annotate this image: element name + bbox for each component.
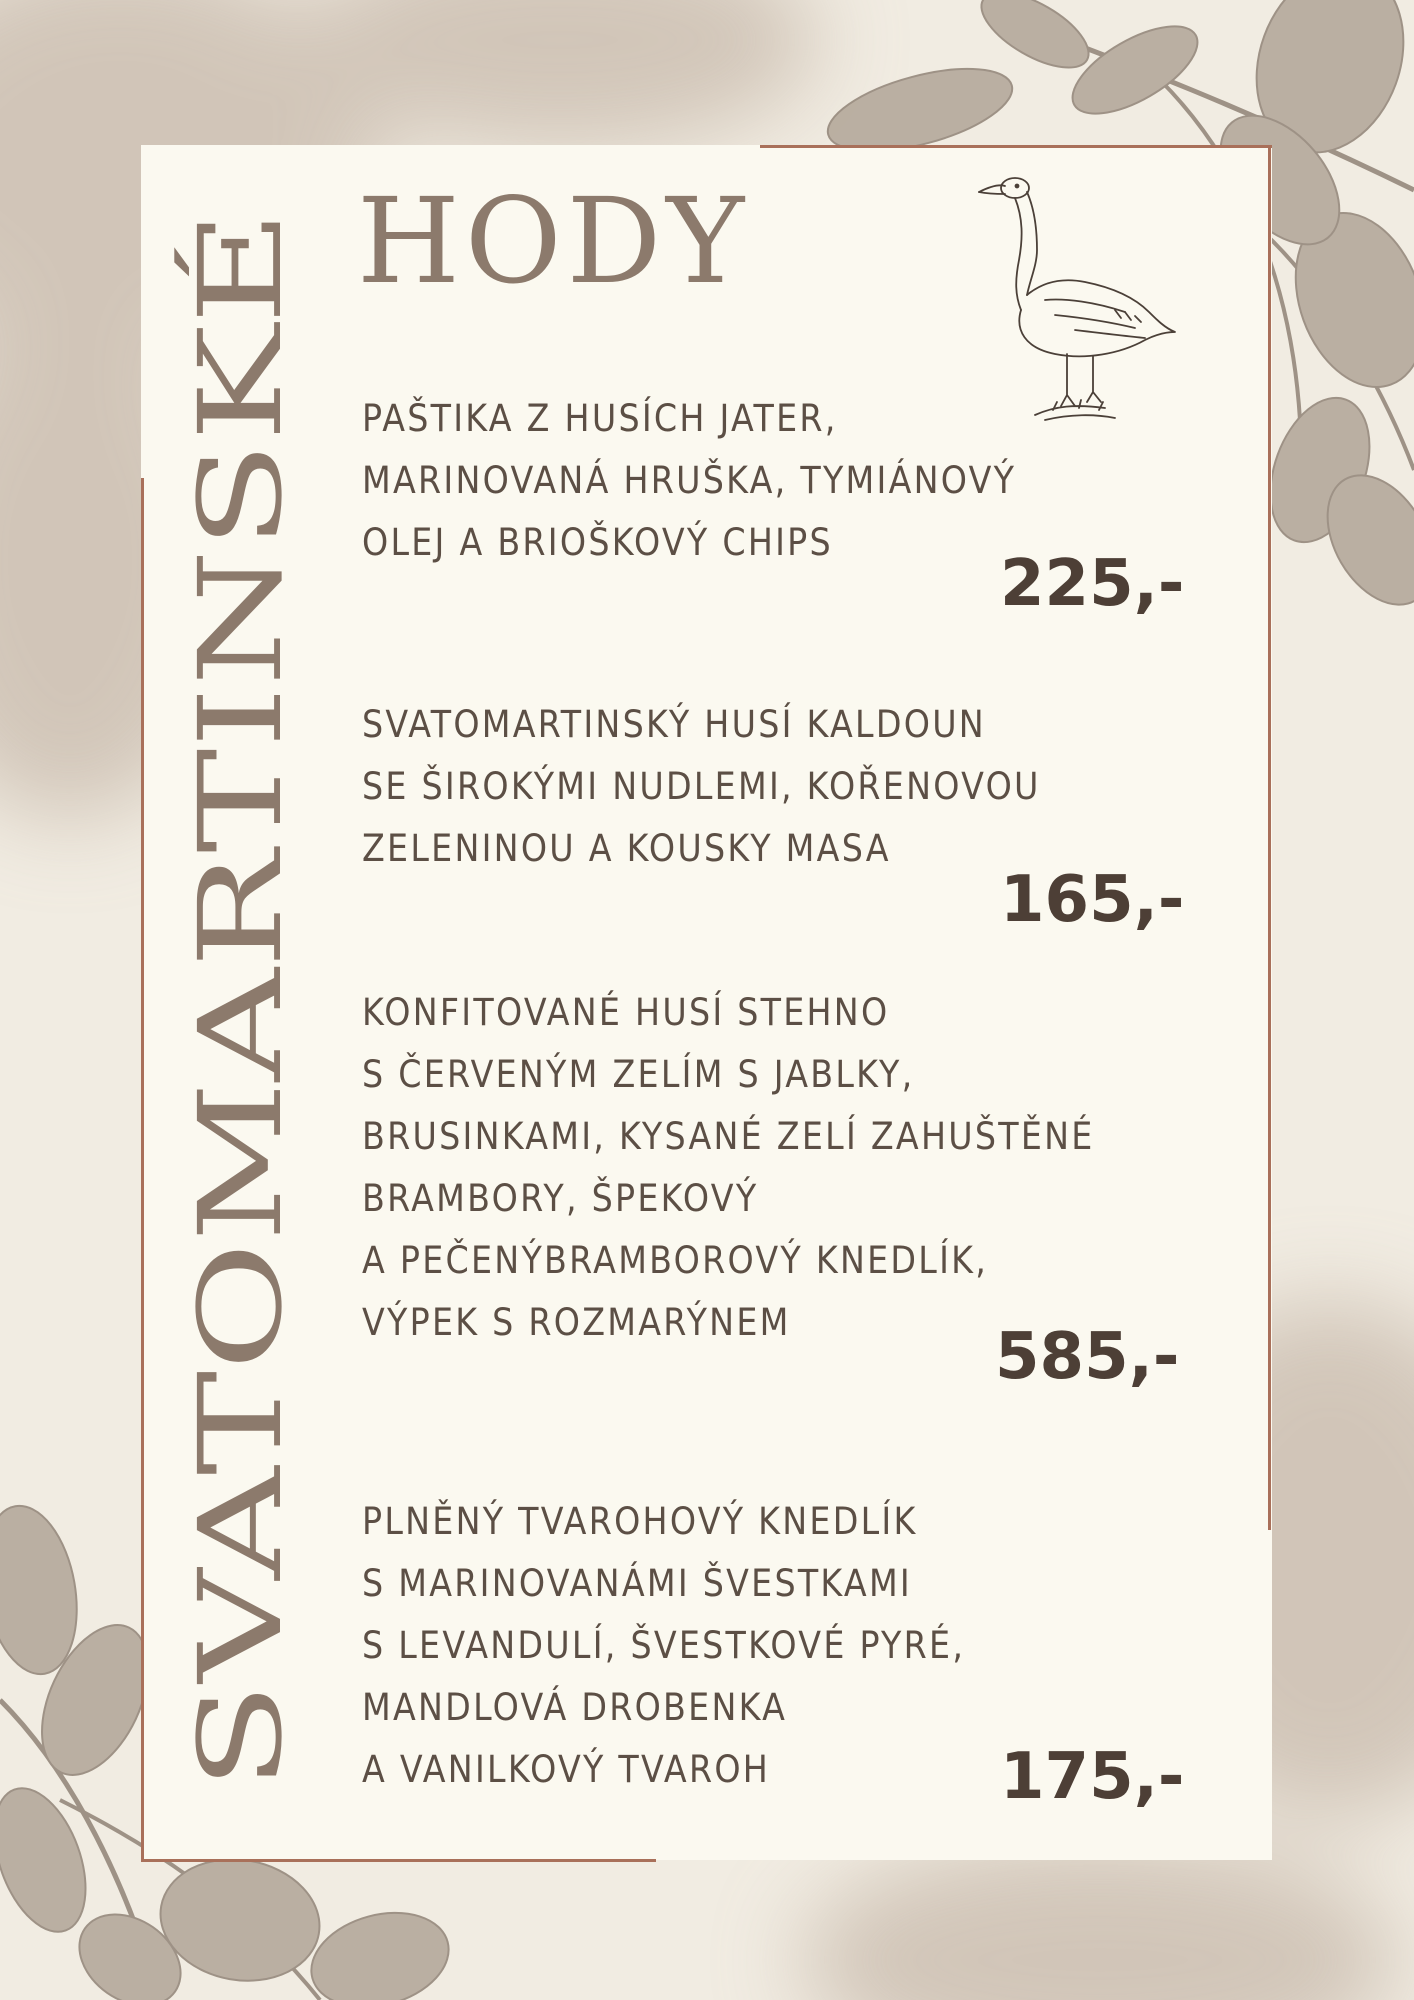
dish-item-2 xyxy=(362,694,1116,880)
dish-description-line: S ČERVENÝM ZELÍM S JABLKY, xyxy=(362,1053,915,1096)
frame-line-right xyxy=(1268,145,1271,1530)
dish-description-line: OLEJ A BRIOŠKOVÝ CHIPS xyxy=(362,521,833,564)
goose-icon xyxy=(975,170,1185,425)
dish-description-line: PLNĚNÝ TVAROHOVÝ KNEDLÍK xyxy=(362,1500,918,1543)
dish-item-3 xyxy=(362,982,1176,1354)
frame-line-top xyxy=(760,145,1272,148)
dish-description-line: SVATOMARTINSKÝ HUSÍ KALDOUN xyxy=(362,703,986,746)
dish-price-4: 175,- xyxy=(1000,1740,1185,1814)
dish-description-line: SE ŠIROKÝMI NUDLEMI, KOŘENOVOU xyxy=(362,765,1041,808)
frame-line-bottom xyxy=(141,1859,656,1862)
dish-description-line: ZELENINOU A KOUSKY MASA xyxy=(362,827,891,870)
dish-description-line: KONFITOVANÉ HUSÍ STEHNO xyxy=(362,991,890,1034)
dish-description-line: VÝPEK S ROZMARÝNEM xyxy=(362,1301,791,1344)
dish-price-3: 585,- xyxy=(995,1320,1180,1394)
dish-description-line: S LEVANDULÍ, ŠVESTKOVÉ PYRÉ, xyxy=(362,1624,966,1667)
dish-item-4 xyxy=(362,1491,1032,1801)
vertical-title-text: SVATOMARTINSKÉ xyxy=(174,641,307,1790)
vertical-title xyxy=(174,208,307,1790)
dish-description-line: A VANILKOVÝ TVAROH xyxy=(362,1748,771,1791)
dish-description-line: MANDLOVÁ DROBENKA xyxy=(362,1686,788,1729)
dish-description-line: PAŠTIKA Z HUSÍCH JATER, xyxy=(362,397,838,440)
frame-line-left xyxy=(141,478,144,1862)
dish-description-line: A PEČENÝBRAMBOROVÝ KNEDLÍK, xyxy=(362,1239,989,1282)
dish-price-1: 225,- xyxy=(1000,547,1185,621)
dish-price-2: 165,- xyxy=(1000,863,1185,937)
dish-description-line: BRAMBORY, ŠPEKOVÝ xyxy=(362,1177,759,1220)
dish-item-1 xyxy=(362,388,1089,574)
page-title: HODY xyxy=(357,172,750,310)
dish-description-line: BRUSINKAMI, KYSANÉ ZELÍ ZAHUŠTĚNÉ xyxy=(362,1115,1095,1158)
dish-description-line: MARINOVANÁ HRUŠKA, TYMIÁNOVÝ xyxy=(362,459,1017,502)
dish-description-line: S MARINOVANÁMI ŠVESTKAMI xyxy=(362,1562,913,1605)
